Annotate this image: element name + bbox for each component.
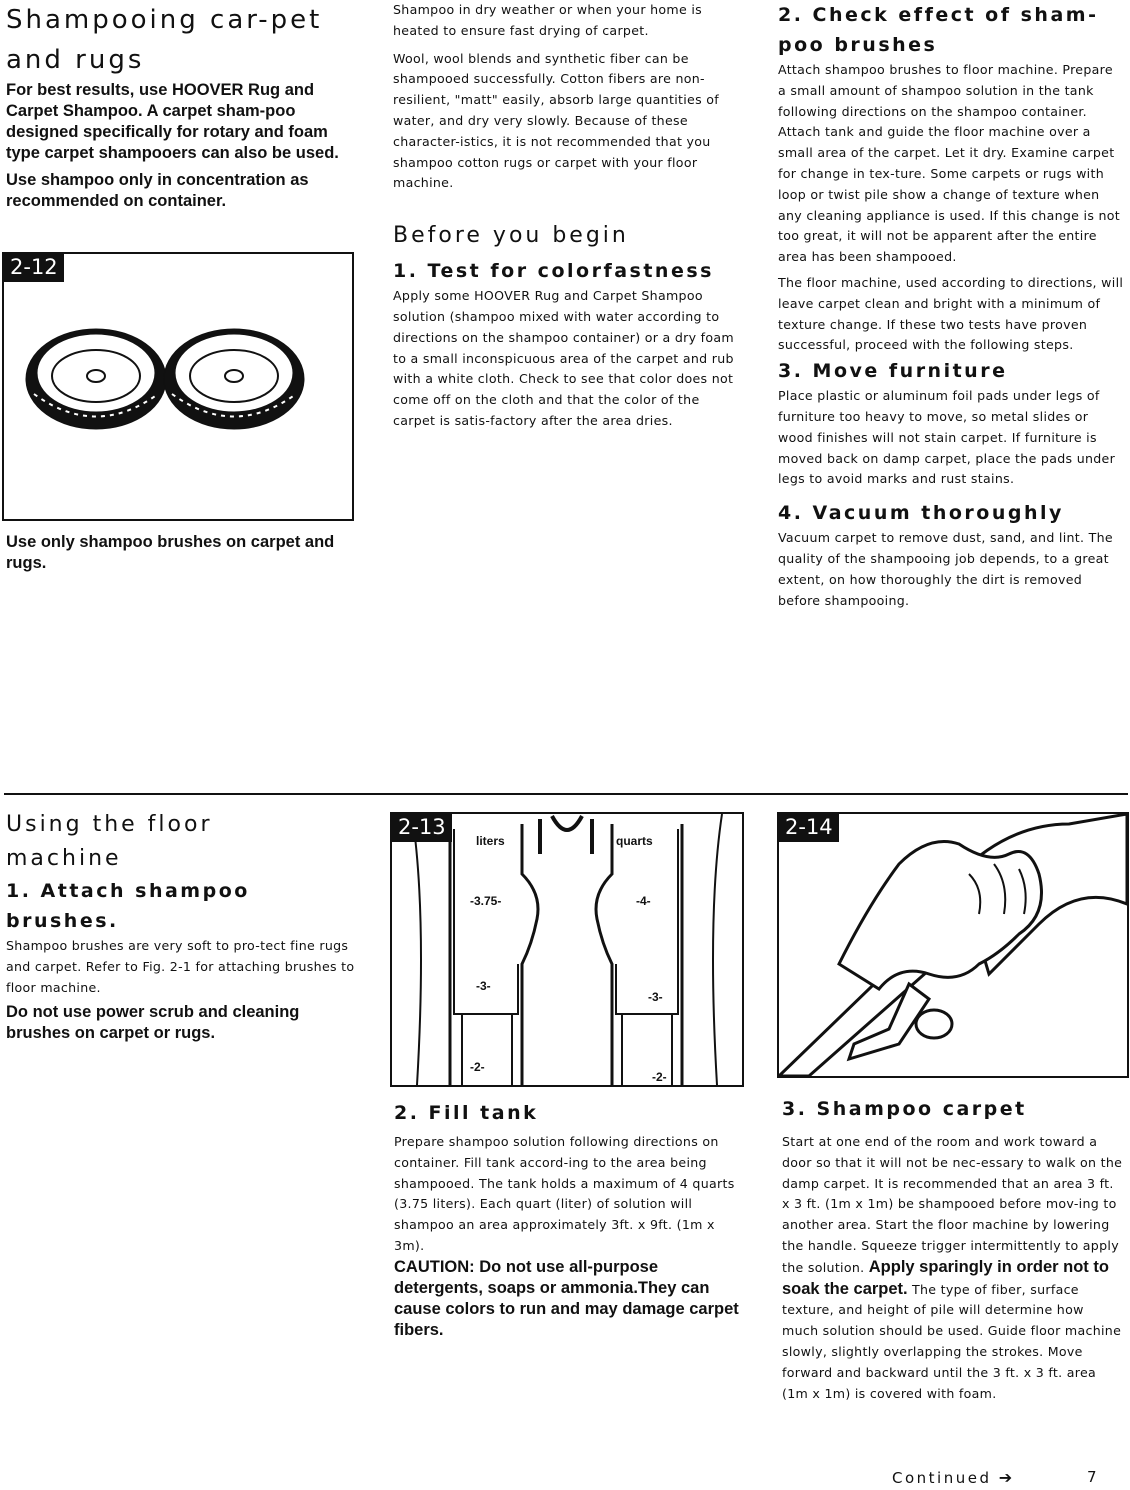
- attach-brushes-text: Shampoo brushes are very soft to pro-tect fine rugs and carpet. Refer to Fig. 2-1 for attaching brushes to floor machine.: [6, 938, 355, 995]
- hand-squeezing-trigger-illustration: [779, 814, 1127, 1076]
- test-colorfastness-heading: 1. Test for colorfastness: [393, 260, 714, 283]
- shampoo-carpet-bold: Apply sparingly in order not to soak the carpet.: [782, 1257, 1109, 1298]
- check-brushes-text-1: Attach shampoo brushes to floor machine. Prepare a small amount of shampoo solution in the tank following directions on the shampoo container. Attach tank and guide the floor machine over a small area of the carpet. Let it dry. Examine carpet for change in tex-ture. Some carpets or rugs with loop or twist pile show a change of texture when any cleaning appliance is used. If this change is not too great, it will not be apparent after the entire area has been shampooed.: [778, 62, 1121, 265]
- fill-tank-text: Prepare shampoo solution following directions on container. Fill tank accord-ing to the area being shampooed. The tank holds a maximum of 4 quarts (3.75 liters). Each quart (liter) of solution will shampoo an area approximately 3ft. x 9ft. (1m x 3m).: [394, 1134, 735, 1253]
- quarts-mark-4: -4-: [636, 894, 651, 908]
- tank-illustration: [392, 814, 742, 1085]
- test-colorfastness-text: Apply some HOOVER Rug and Carpet Shampoo solution (shampoo mixed with water according to directions on the shampoo container) or a dry foam to a small inconspicuous area of the carpet and rub with a white cloth. Check to see that color does not come off on the cloth and that the color of the carpet is satis-factory after the area dries.: [393, 288, 734, 428]
- figure-2-13: [390, 812, 744, 1087]
- brush-left: [26, 329, 166, 429]
- section-divider: [4, 793, 1128, 795]
- shampoo-carpet-text: [782, 1132, 1124, 1404]
- continued-label: Continued: [892, 1469, 992, 1487]
- tank-handle: [540, 816, 592, 854]
- figure-2-14: [777, 812, 1129, 1078]
- section-title-shampooing: Shampooing car-pet and rugs: [6, 5, 323, 75]
- figure-label-2-13: 2-13: [392, 814, 452, 842]
- dry-weather-para: Shampoo in dry weather or when your home is heated to ensure fast drying of carpet.: [393, 2, 702, 38]
- tank-left: [450, 824, 538, 1085]
- fill-tank-heading: 2. Fill tank: [394, 1102, 539, 1124]
- col1-bottom: [6, 808, 356, 1044]
- vacuum-text: Vacuum carpet to remove dust, sand, and lint. The quality of the shampooing job depends, to a great extent, on how thoroughly the dirt is removed before shampooing.: [778, 530, 1113, 608]
- attach-brushes-heading: 1. Attach shampoo brushes.: [6, 880, 250, 932]
- quarts-label: quarts: [616, 834, 653, 848]
- tank-outer-right: [713, 814, 722, 1085]
- check-brushes-heading: 2. Check effect of sham-poo brushes: [778, 4, 1099, 56]
- liters-mark-2: -2-: [470, 1060, 485, 1074]
- shampoo-carpet-text-a: Start at one end of the room and work toward a door so that it will not be nec-essary to walk on the damp carpet. It is recommended that an area 3 ft. x 3 ft. (1m x 1m) be shampooed before mov-ing to another area. Start the floor machine by lowering the handle. Squeeze trigger intermittently to apply the solution.: [782, 1134, 1123, 1275]
- footer: [892, 1468, 1122, 1490]
- move-furniture-text: Place plastic or aluminum foil pads under legs of furniture too heavy to move, so metal slides or wood finishes will not stain carpet. If furniture is moved back on damp carpet, place the pads under legs to avoid marks and rust stains.: [778, 388, 1116, 487]
- hand: [839, 842, 1042, 990]
- shampoo-brushes-illustration: [4, 254, 352, 519]
- quarts-mark-3: -3-: [648, 990, 663, 1004]
- figure-label-2-14: 2-14: [779, 814, 839, 842]
- fiber-para: Wool, wool blends and synthetic fiber can be shampooed successfully. Cotton fibers are non-resilient, "matt" easily, absorb large quantities of water, and dry very slowly. Because of these character-istics, it is not recommended that you shampoo cotton rugs or carpet with your floor machine.: [393, 50, 719, 191]
- trigger-knob: [916, 1010, 952, 1038]
- caption-2-12: Use only shampoo brushes on carpet and rugs.: [6, 533, 335, 572]
- figure-2-12: [2, 252, 354, 521]
- move-furniture-heading: 3. Move furniture: [778, 360, 1008, 383]
- tank-outer-left: [412, 814, 421, 1085]
- power-scrub-warning: Do not use power scrub and cleaning brushes on carpet or rugs.: [6, 1003, 300, 1043]
- col2-top: [393, 0, 743, 432]
- col2-bottom: [394, 1098, 744, 1341]
- page-number: 7: [1087, 1468, 1100, 1486]
- liters-mark-3: -3-: [476, 979, 491, 993]
- before-you-begin-heading: Before you begin: [393, 223, 629, 249]
- figure-label-2-12: 2-12: [4, 254, 64, 282]
- liters-mark-375: -3.75-: [470, 894, 502, 908]
- col3-bottom: [782, 1094, 1124, 1404]
- check-brushes-text-2: The floor machine, used according to directions, will leave carpet clean and bright with a minimum of texture change. If these two tests have proven successful, proceed with the following steps.: [778, 274, 1124, 353]
- quarts-mark-2: -2-: [652, 1070, 667, 1084]
- tank-right: [596, 824, 682, 1085]
- col3-top: [778, 0, 1124, 611]
- shampoo-carpet-heading: 3. Shampoo carpet: [782, 1098, 1027, 1120]
- concentration-bold: Use shampoo only in concentration as recommended on container.: [6, 171, 309, 210]
- brush-right: [164, 329, 304, 429]
- continued-arrow-icon: ➔: [998, 1468, 1015, 1487]
- shampoo-carpet-text-b: The type of fiber, surface texture, and height of pile will determine how much solution should be used. Guide floor machine slowly, slightly overlapping the strokes. Move forward and backward until the 3 ft. x 3 ft. area (1m x 1m) is covered with foam.: [782, 1281, 1122, 1401]
- liters-label: liters: [476, 834, 505, 848]
- caution-text: CAUTION: Do not use all-purpose detergents, soaps or ammonia.They can cause colors to run and may damage carpet fibers.: [394, 1257, 739, 1339]
- col1-top: [6, 0, 351, 212]
- vacuum-heading: 4. Vacuum thoroughly: [778, 502, 1064, 525]
- using-floor-machine-title: Using the floor machine: [6, 812, 213, 871]
- intro-bold: For best results, use HOOVER Rug and Carpet Shampoo. A carpet sham-poo designed specifically for rotary and foam type carpet shampooers can also be used.: [6, 81, 339, 162]
